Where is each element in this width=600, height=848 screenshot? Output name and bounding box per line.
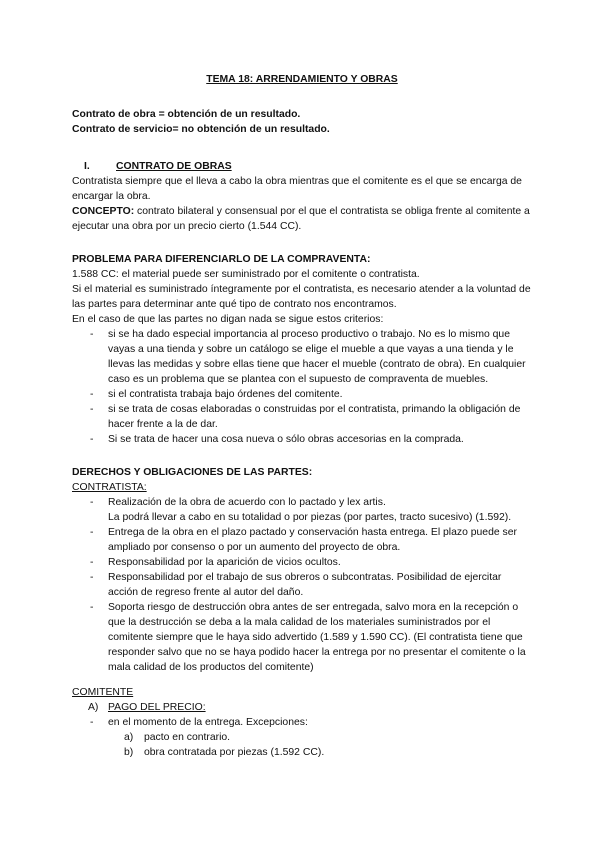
list-item: - si el contratista trabaja bajo órdenes del comitente. [90,389,343,400]
intro-line: Contrato de servicio= no obtención de un resultado. [72,124,330,135]
section-paragraph: Contratista siempre que el lleva a cabo la obra mientras que el comitente es el que se encarga de encargar la obra. [72,176,522,202]
problem-line: En el caso de que las partes no digan nada se sigue estos criterios: [72,314,384,325]
list-item: - en el momento de la entrega. Excepciones: [90,717,308,728]
document-title: TEMA 18: ARRENDAMIENTO Y OBRAS [206,74,398,85]
list-item: b) obra contratada por piezas (1.592 CC). [124,747,325,758]
problem-heading: PROBLEMA PARA DIFERENCIARLO DE LA COMPRAVENTA: [72,254,371,265]
list-item: - Si se trata de hacer una cosa nueva o sólo obras accesorias en la comprada. [90,434,464,445]
client-label: COMITENTE [72,687,134,698]
list-item: a) pacto en contrario. [124,732,231,743]
concept-text: contrato bilateral y consensual por el que el contratista se obliga frente al comitente a ejecutar una obra por un precio cierto (1.544 CC). [72,206,530,232]
contractor-label: CONTRATISTA: [72,482,147,493]
concept-paragraph [72,204,532,234]
list-item: - Entrega de la obra en el plazo pactado y conservación hasta entrega. El plazo puede ser ampliado por consenso o por un aumento del proyecto de obra. [90,527,517,553]
list-item: - Responsabilidad por el trabajo de sus obreros o subcontratas. Posibilidad de ejercitar acción de regreso frente al autor del daño. [90,572,502,598]
list-item: - Soporta riesgo de destrucción obra antes de ser entregada, salvo mora en la recepción o que la destrucción se deba a la mala calidad de los materiales suministrados por el comitente siempre que le haya sido advertido (1.589 y 1.590 CC). (El contratista tiene que responder salvo que no se haya podido hacer la entrega por no presentar el comitente o la mala calidad de los productos del comitente) [90,602,526,673]
section-number: I. [84,161,90,172]
problem-line: Si el material es suministrado íntegramente por el contratista, es necesario atender a la voluntad de las partes para determinar ante qué tipo de contrato nos encontramos. [72,284,531,310]
criteria-list [72,327,532,447]
list-item: A) PAGO DEL PRECIO: [88,702,206,713]
list-item: - Responsabilidad por la aparición de vicios ocultos. [90,557,341,568]
rights-heading: DERECHOS Y OBLIGACIONES DE LAS PARTES: [72,467,313,478]
price-label: PAGO DEL PRECIO: [108,702,206,713]
list-item: - si se trata de cosas elaboradas o construidas por el contratista, primando la obligación de hacer frente a la de dar. [90,404,521,430]
intro-line: Contrato de obra = obtención de un resultado. [72,109,301,120]
contractor-list [72,495,532,675]
section-heading [72,159,532,174]
intro-block [72,107,532,137]
exceptions-list [72,730,532,760]
document-page [72,72,532,760]
client-list [72,700,532,715]
list-item: - Realización de la obra de acuerdo con lo pactado y lex artis. La podrá llevar a cabo en su totalidad o por piezas (por partes, tracto sucesivo) (1.592). [90,497,512,523]
price-list [72,715,532,730]
problem-line: 1.588 CC: el material puede ser suministrado por el comitente o contratista. [72,269,420,280]
section-title: CONTRATO DE OBRAS [116,161,232,172]
concept-label: CONCEPTO: [72,206,135,217]
list-item: - si se ha dado especial importancia al proceso productivo o trabajo. No es lo mismo que vayas a una tienda y sobre un catálogo se elige el mueble a que vayas a una tienda y le llevas las medidas y sobre ellas tiene que hacer el mueble (contrato de obra). En cualquier caso es un problema que se plantea con el supuesto de compraventa de muebles. [90,329,526,385]
